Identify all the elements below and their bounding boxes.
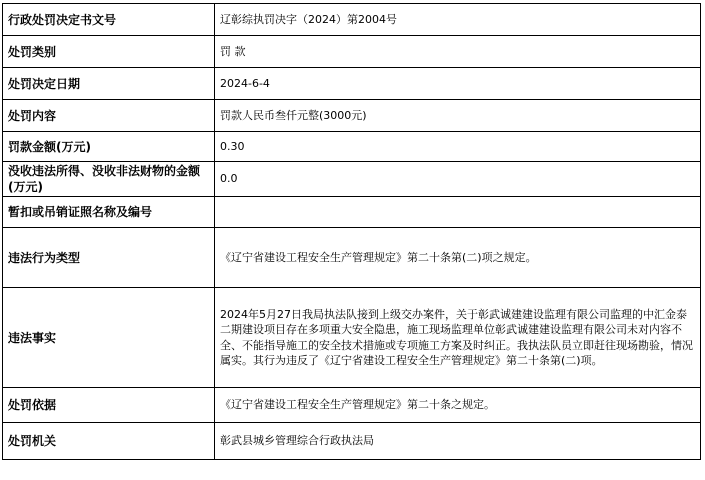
row-label-decision-date: 处罚决定日期 — [3, 68, 215, 100]
table-row — [3, 197, 701, 228]
row-value-penalty-authority: 彰武县城乡管理综合行政执法局 — [215, 423, 701, 460]
row-value-confiscation-amount: 0.0 — [215, 162, 701, 197]
row-label-penalty-category: 处罚类别 — [3, 36, 215, 68]
row-value-fine-amount: 0.30 — [215, 132, 701, 162]
table-row — [3, 132, 701, 162]
row-label-penalty-authority: 处罚机关 — [3, 423, 215, 460]
table-row — [3, 388, 701, 423]
row-value-penalty-content: 罚款人民币叁仟元整(3000元) — [215, 100, 701, 132]
row-value-violation-type: 《辽宁省建设工程安全生产管理规定》第二十条第(二)项之规定。 — [215, 228, 701, 288]
table-row — [3, 100, 701, 132]
row-label-penalty-basis: 处罚依据 — [3, 388, 215, 423]
table-row — [3, 423, 701, 460]
row-value-violation-facts: 2024年5月27日我局执法队接到上级交办案件，关于彰武诚建建设监理有限公司监理的中汇金泰二期建设项目存在多项重大安全隐患，施工现场监理单位彰武诚建建设监理有限公司未对内容不全、不能指导施工的安全技术措施或专项施工方案及时纠正。我执法队员立即赶往现场勘验，情况属实。其行为违反了《辽宁省建设工程安全生产管理规定》第二十条第(二)项。 — [215, 288, 701, 388]
row-label-violation-facts: 违法事实 — [3, 288, 215, 388]
table-row — [3, 228, 701, 288]
row-value-penalty-basis: 《辽宁省建设工程安全生产管理规定》第二十条之规定。 — [215, 388, 701, 423]
row-label-violation-type: 违法行为类型 — [3, 228, 215, 288]
row-label-penalty-content: 处罚内容 — [3, 100, 215, 132]
row-value-license-revocation — [215, 197, 701, 228]
table-row — [3, 68, 701, 100]
penalty-info-table — [2, 3, 701, 460]
row-value-penalty-category: 罚 款 — [215, 36, 701, 68]
row-label-decision-number: 行政处罚决定书文号 — [3, 4, 215, 36]
row-value-decision-date: 2024-6-4 — [215, 68, 701, 100]
table-row — [3, 4, 701, 36]
row-label-confiscation-amount: 没收违法所得、没收非法财物的金额(万元) — [3, 162, 215, 197]
row-value-decision-number: 辽彰综执罚决字（2024）第2004号 — [215, 4, 701, 36]
row-label-license-revocation: 暂扣或吊销证照名称及编号 — [3, 197, 215, 228]
table-row — [3, 36, 701, 68]
row-label-fine-amount: 罚款金额(万元) — [3, 132, 215, 162]
table-row — [3, 162, 701, 197]
table-row — [3, 288, 701, 388]
